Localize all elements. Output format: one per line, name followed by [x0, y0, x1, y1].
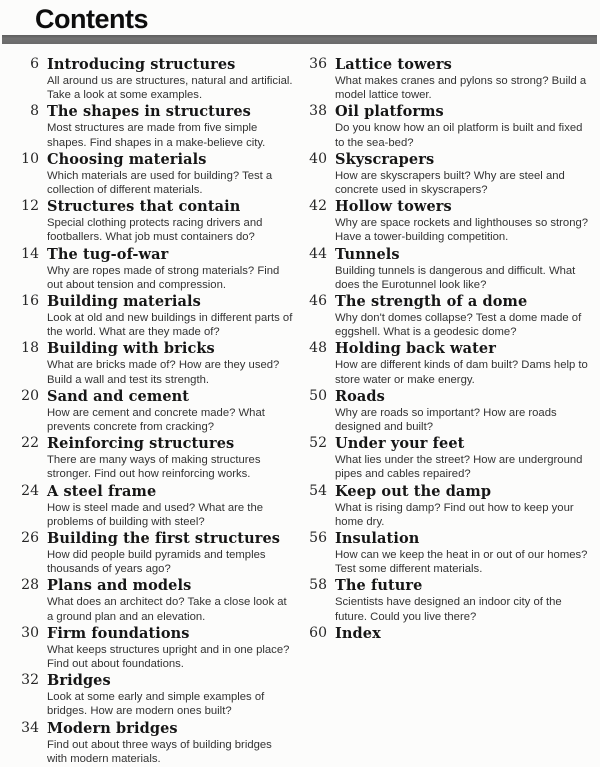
- toc-entry-body: [47, 56, 294, 102]
- chapter-title: Lattice towers: [335, 56, 452, 73]
- chapter-title: Structures that contain: [47, 198, 241, 216]
- toc-entry: [16, 56, 294, 102]
- chapter-title: Tunnels: [335, 245, 400, 263]
- chapter-description: What lies under the street? How are underground pipes and cables repaired?: [335, 454, 583, 481]
- chapter-description: Special clothing protects racing drivers and footballers. What job must containers do?: [47, 217, 263, 244]
- page-number: 48: [309, 340, 327, 357]
- toc-entry-body: [47, 340, 294, 386]
- chapter-description: All around us are structures, natural and artificial. Take a look at some examples.: [47, 75, 293, 102]
- toc-entry-body: [335, 577, 594, 623]
- page-header: [0, 0, 600, 44]
- page-number: 40: [309, 150, 327, 167]
- page-number: 56: [309, 530, 327, 547]
- chapter-title: A steel frame: [47, 482, 157, 500]
- page-number: 26: [21, 530, 39, 547]
- toc-entry: [304, 293, 594, 339]
- toc-entry: [304, 340, 594, 386]
- page-number: 44: [309, 245, 327, 262]
- toc-entry-body: [335, 340, 594, 386]
- toc-entry: [304, 198, 594, 244]
- page-number: 32: [21, 672, 39, 689]
- chapter-title: Index: [335, 624, 381, 642]
- chapter-title: Building with bricks: [47, 340, 215, 358]
- page-number: 20: [21, 387, 39, 404]
- chapter-title: The tug-of-war: [47, 245, 169, 263]
- chapter-description: Look at some early and simple examples of bridges. How are modern ones built?: [47, 691, 265, 718]
- toc-entry-body: [47, 435, 294, 481]
- chapter-description: Do you know how an oil platform is built and fixed to the sea-bed?: [335, 122, 583, 149]
- toc-entry: [304, 530, 594, 576]
- chapter-description: How are different kinds of dam built? Dams help to store water or make energy.: [335, 359, 588, 386]
- toc-entry-body: [335, 530, 594, 576]
- toc-entry: [304, 625, 594, 642]
- chapter-description: How are cement and concrete made? What prevents concrete from cracking?: [47, 406, 265, 434]
- toc-entry: [16, 720, 294, 766]
- page-number: 28: [21, 577, 39, 594]
- chapter-description: There are many ways of making structures stronger. Find out how reinforcing works.: [47, 454, 261, 481]
- toc-entry: [16, 483, 294, 529]
- chapter-description: How can we keep the heat in or out of our homes? Test some different materials.: [335, 549, 588, 576]
- toc-column-left: [0, 56, 300, 767]
- toc-entry: [16, 198, 294, 244]
- page-number: 46: [309, 293, 327, 310]
- toc-entry: [16, 672, 294, 718]
- chapter-title: The future: [335, 577, 423, 595]
- toc-entry-body: [47, 293, 294, 339]
- toc-entry-body: [47, 483, 294, 529]
- chapter-description: What are bricks made of? How are they used? Build a wall and test its strength.: [47, 359, 280, 386]
- page-number: 18: [21, 340, 39, 357]
- chapter-title: Bridges: [47, 672, 111, 690]
- toc-entry-body: [47, 672, 294, 718]
- chapter-description: Why don't domes collapse? Test a dome made of eggshell. What is a geodesic dome?: [335, 312, 582, 339]
- chapter-description: Why are ropes made of strong materials? Find out about tension and compression.: [47, 264, 280, 291]
- chapter-description: Why are space rockets and lighthouses so strong? Have a tower-building competition.: [335, 217, 589, 244]
- page-number: 60: [309, 624, 327, 641]
- page-number: 8: [30, 103, 39, 120]
- chapter-title: Building materials: [47, 293, 201, 311]
- chapter-title: Sand and cement: [47, 387, 190, 405]
- toc-entry: [304, 103, 594, 149]
- page-number: 34: [21, 719, 39, 736]
- toc-entry-body: [47, 246, 294, 292]
- toc-entry-body: [335, 625, 594, 642]
- toc-entry: [304, 483, 594, 529]
- chapter-title: Plans and models: [47, 577, 192, 595]
- page-number: 16: [21, 293, 39, 310]
- page-number: 24: [21, 482, 39, 499]
- page-number: 52: [309, 435, 327, 452]
- toc-entry-body: [47, 577, 294, 623]
- page-number: 6: [30, 56, 39, 72]
- page-number: 54: [309, 482, 327, 499]
- chapter-title: Skyscrapers: [335, 150, 435, 168]
- chapter-description: What is rising damp? Find out how to keep your home dry.: [335, 501, 574, 528]
- toc-entry: [16, 151, 294, 197]
- chapter-title: Oil platforms: [335, 103, 444, 121]
- chapter-title: Building the first structures: [47, 530, 281, 548]
- chapter-title: Reinforcing structures: [47, 435, 235, 453]
- chapter-description: Most structures are made from five simple shapes. Find shapes in a make-believe city.: [47, 122, 266, 149]
- chapter-description: What does an architect do? Take a close look at a ground plan and an elevation.: [47, 596, 287, 623]
- chapter-title: Roads: [335, 387, 385, 405]
- toc-entry-body: [335, 151, 594, 197]
- toc-entry-body: [47, 151, 294, 197]
- chapter-description: What keeps structures upright and in one place? Find out about foundations.: [47, 643, 290, 671]
- toc-entry-body: [335, 435, 594, 481]
- chapter-description: Why are roads so important? How are roads designed and built?: [335, 406, 557, 434]
- chapter-description: What makes cranes and pylons so strong? Build a model lattice tower.: [335, 75, 587, 102]
- chapter-title: Choosing materials: [47, 150, 207, 168]
- page-title: Contents: [35, 4, 148, 34]
- toc-entry-body: [47, 388, 294, 434]
- page-number: 12: [21, 198, 39, 215]
- chapter-title: The shapes in structures: [47, 103, 251, 121]
- chapter-description: Look at old and new buildings in different parts of the world. What are they made of?: [47, 312, 293, 339]
- toc-entry: [16, 340, 294, 386]
- toc-columns: [0, 56, 600, 767]
- toc-entry: [304, 151, 594, 197]
- page-number: 30: [21, 624, 39, 641]
- toc-column-right: [300, 56, 600, 767]
- toc-entry: [16, 388, 294, 434]
- toc-entry-body: [335, 388, 594, 434]
- toc-entry: [16, 293, 294, 339]
- toc-entry: [304, 388, 594, 434]
- toc-entry-body: [335, 198, 594, 244]
- toc-entry: [304, 577, 594, 623]
- chapter-description: Building tunnels is dangerous and difficult. What does the Eurotunnel look like?: [335, 264, 576, 291]
- page-number: 22: [21, 435, 39, 452]
- toc-entry: [16, 246, 294, 292]
- toc-entry: [304, 56, 594, 102]
- toc-entry-body: [47, 198, 294, 244]
- toc-entry-body: [335, 56, 594, 102]
- chapter-description: How are skyscrapers built? Why are steel and concrete used in skyscrapers?: [335, 169, 565, 197]
- chapter-description: How did people build pyramids and temples thousands of years ago?: [47, 549, 266, 576]
- toc-entry: [16, 435, 294, 481]
- toc-entry: [304, 435, 594, 481]
- toc-entry: [304, 246, 594, 292]
- toc-entry-body: [47, 103, 294, 149]
- chapter-description: Which materials are used for building? Test a collection of different materials.: [47, 169, 273, 197]
- toc-entry: [16, 103, 294, 149]
- header-rule: [2, 35, 597, 44]
- toc-entry: [16, 625, 294, 671]
- toc-entry-body: [47, 720, 294, 766]
- page-number: 36: [309, 56, 327, 72]
- page-number: 50: [309, 387, 327, 404]
- chapter-title: Introducing structures: [47, 56, 236, 73]
- chapter-title: Under your feet: [335, 435, 465, 453]
- page-number: 42: [309, 198, 327, 215]
- page-number: 10: [21, 150, 39, 167]
- chapter-title: Firm foundations: [47, 624, 190, 642]
- chapter-title: The strength of a dome: [335, 293, 528, 311]
- page-number: 58: [309, 577, 327, 594]
- chapter-description: Find out about three ways of building bridges with modern materials.: [47, 738, 272, 765]
- page-number: 38: [309, 103, 327, 120]
- toc-entry-body: [47, 625, 294, 671]
- toc-entry-body: [47, 530, 294, 576]
- toc-entry-body: [335, 246, 594, 292]
- chapter-title: Insulation: [335, 530, 420, 548]
- chapter-description: How is steel made and used? What are the problems of building with steel?: [47, 501, 264, 528]
- toc-entry-body: [335, 293, 594, 339]
- page-number: 14: [21, 245, 39, 262]
- toc-entry: [16, 530, 294, 576]
- chapter-title: Hollow towers: [335, 198, 452, 216]
- chapter-title: Holding back water: [335, 340, 496, 358]
- toc-entry-body: [335, 483, 594, 529]
- chapter-description: Scientists have designed an indoor city of the future. Could you live there?: [335, 596, 562, 623]
- toc-entry-body: [335, 103, 594, 149]
- chapter-title: Modern bridges: [47, 719, 178, 737]
- chapter-title: Keep out the damp: [335, 482, 492, 500]
- toc-entry: [16, 577, 294, 623]
